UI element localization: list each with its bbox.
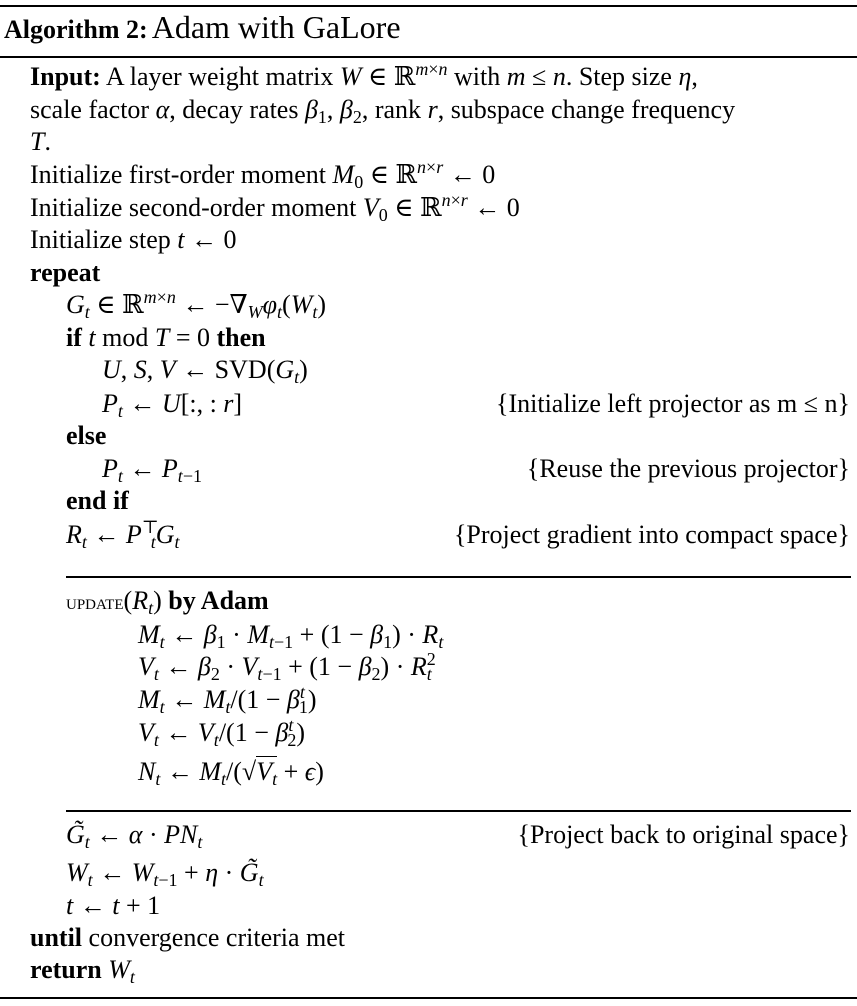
mod-operator: mod: [102, 323, 149, 352]
init-m-line: Initialize first-order moment $M_0$ ∈ ℝ$^{n\times r}$ ← 0: [30, 157, 496, 192]
algorithm-name: Adam with GaLore: [151, 9, 401, 45]
init-t-line: Initialize step t ← 0: [30, 225, 237, 254]
project-gradient-line: $R_t$ ← $P^⊤_tG_t$: [66, 517, 180, 552]
input-line-2: scale factor α, decay rates $\beta_1$, $\beta_2$, rank r, subspace change frequency: [30, 95, 736, 127]
projector-line: $P_t$ ← U[:, : r]: [102, 389, 243, 421]
init-m-text: Initialize first-order moment: [30, 160, 327, 189]
comment-init-projector: {Initialize left projector as m ≤ n}: [496, 389, 850, 418]
comment-project-back: {Project back to original space}: [517, 820, 850, 849]
step-increment-line: t ← t + 1: [66, 891, 161, 920]
reuse-projector-line: $P_t$ ← $P_{t-1}$: [102, 454, 202, 486]
adam-m-line: $M_t$ ← $\beta_1 \cdot M_{t-1} + (1 - \beta_1) \cdot R_t$: [138, 620, 444, 652]
input-line-3: T.: [30, 127, 51, 156]
adam-m-hat-line: $M_t$ ← $M_t/(1 - \beta^t_1)$: [138, 682, 317, 717]
input-frequency: , subspace change frequency: [437, 95, 736, 124]
input-line-1: Input: A layer weight matrix W ∈ ℝ$^{m\times n}$ with m ≤ n. Step size η,: [30, 59, 698, 91]
else-keyword: else: [66, 421, 107, 450]
then-keyword: then: [216, 323, 266, 352]
input-step-size: . Step size: [565, 62, 672, 91]
by-adam-keyword: by Adam: [168, 586, 269, 615]
init-v-line: Initialize second-order moment $V_0$ ∈ ℝ$^{n\times r}$ ← 0: [30, 190, 520, 225]
adam-v-line: $V_t$ ← $\beta_2 \cdot V_{t-1} + (1 - \beta_2) \cdot R^2_t$: [138, 649, 436, 684]
input-rank: , rank: [361, 95, 422, 124]
repeat-keyword: repeat: [30, 258, 101, 287]
until-keyword: until: [30, 923, 83, 952]
until-line: [30, 923, 345, 953]
return-line: return $W_t$: [30, 955, 135, 987]
svd-line: U, S, V ← $SVD(G_t)$: [102, 355, 308, 387]
input-with: with: [454, 62, 501, 91]
gradient-line: $G_t$ ∈ ℝ$^{m\times n}$ ← $-\nabla_W\varphi_t(W_t)$: [66, 287, 327, 322]
algorithm-label: Algorithm 2:: [4, 15, 148, 44]
until-text: convergence criteria met: [88, 923, 346, 952]
top-rule: [0, 5, 857, 7]
update-line: $update(R_t)$ by Adam: [66, 586, 269, 618]
comment-reuse-projector: {Reuse the previous projector}: [526, 454, 850, 483]
adam-n-line: $N_t$ ← $M_t/(√V_t + \epsilon)$: [138, 757, 324, 789]
update-top-rule: [66, 576, 851, 578]
input-desc-1: A layer weight matrix: [105, 62, 334, 91]
input-scale-factor: scale factor: [30, 95, 150, 124]
return-keyword: return: [30, 955, 102, 984]
init-t-text: Initialize step: [30, 225, 171, 254]
end-if-keyword: end if: [66, 486, 129, 515]
if-keyword: if: [66, 323, 82, 352]
svd-label: SVD: [214, 355, 267, 384]
if-line: if t mod T = 0 then: [66, 323, 266, 352]
algorithm-title: [4, 9, 401, 46]
title-rule: [0, 56, 857, 58]
update-keyword: update: [66, 589, 124, 614]
adam-v-hat-line: $V_t$ ← $V_t/(1 - \beta^t_2)$: [138, 715, 305, 750]
comment-project-compact: {Project gradient into compact space}: [453, 520, 850, 549]
init-v-text: Initialize second-order moment: [30, 193, 357, 222]
input-decay: , decay rates: [169, 95, 299, 124]
weight-update-line: $W_t$ ← $W_{t-1} + \eta$ · $G̃_t$: [66, 858, 264, 890]
update-bottom-rule: [66, 810, 851, 812]
input-keyword: Input:: [30, 62, 101, 91]
bottom-rule: [0, 997, 857, 999]
project-back-line: $G̃_t$ ← $\alpha \cdot PN_t$: [66, 820, 203, 852]
